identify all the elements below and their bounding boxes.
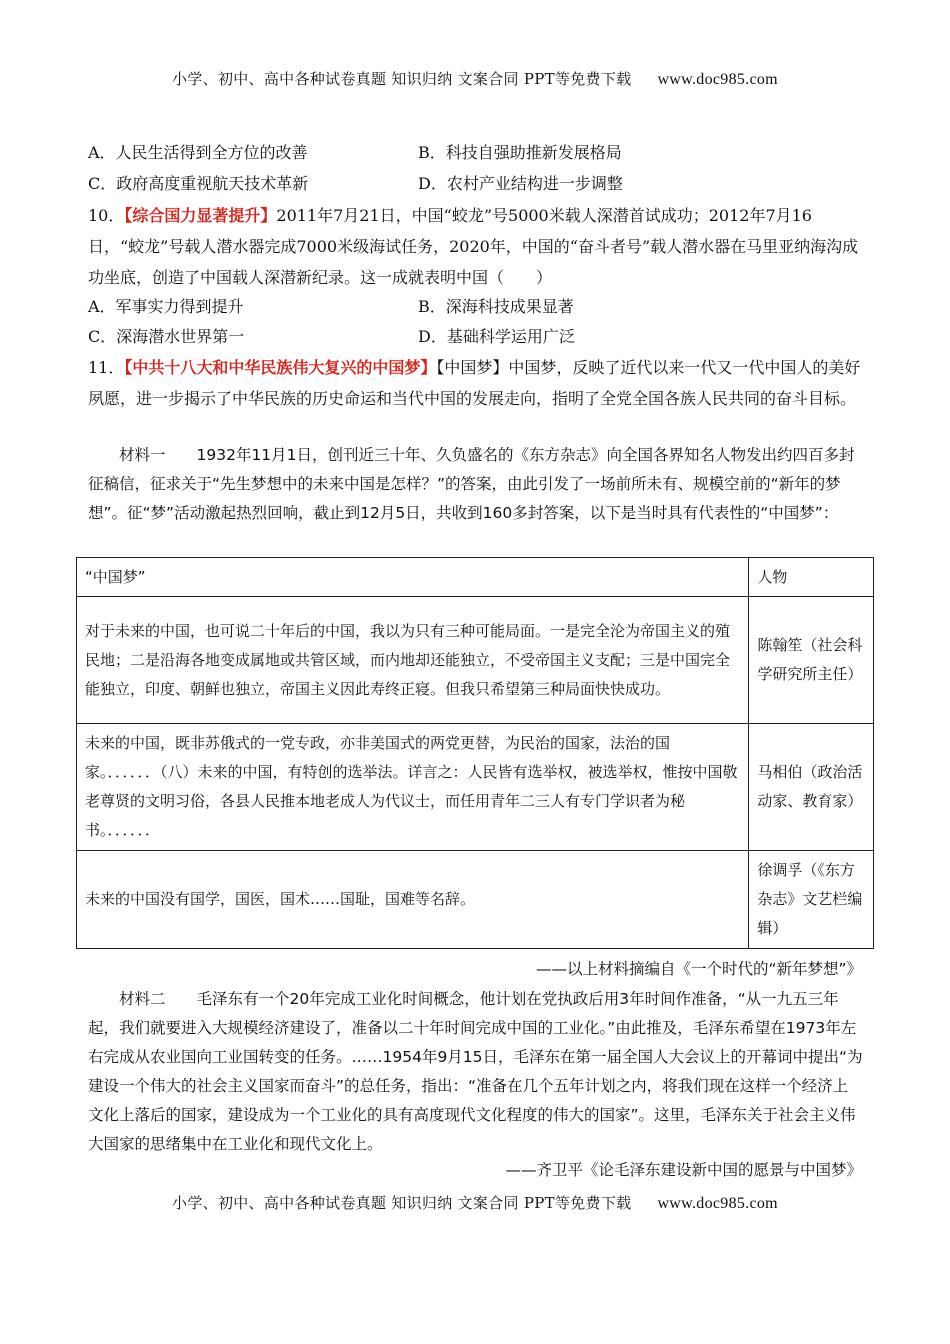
material-one: 材料一 1932年11月1日，创刊近三十年、久负盛名的《东方杂志》向全国各界知名人物发出约四百多封征稿信，征求关于“先生梦想中的未来中国是怎样？”的答案，由此引发了一场前所未有、规模空前的“新年的梦想”。征“梦”活动激起热烈回响，截止到12月5日，共收到160多封答案，以下是当时具有代表性的“中国梦”： <box>88 446 855 522</box>
q11-stem <box>88 352 863 414</box>
table-cell-person: 徐调孚（《东方杂志》文艺栏编辑） <box>749 851 874 949</box>
table-header-row <box>77 558 874 597</box>
q11-text: 【中国梦】中国梦，反映了近代以来一代又一代中国人的美好夙愿，进一步揭示了中华民族的历史命运和当代中国的发展走向，指明了全党全国各族人民共同的奋斗目标。 <box>88 358 861 408</box>
q10-text: 2011年7月21日，中国“蛟龙”号5000米载人深潜首试成功；2012年7月16日，“蛟龙”号载人潜水器完成7000米级海试任务，2020年，中国的“奋斗者号”载人潜水器在马里亚纳海沟成功坐底，创造了中国载人深潜新纪录。这一成就表明中国（ ） <box>88 206 859 287</box>
q9-option-d: D．农村产业结构进一步调整 <box>418 174 623 193</box>
table-cell-dream: 对于未来的中国，也可说二十年后的中国，我以为只有三种可能局面。一是完全沦为帝国主义的殖民地；二是沿海各地变成属地或共管区域，而内地却还能独立，不受帝国主义支配；三是中国完全能独立，印度、朝鲜也独立，帝国主义因此寿终正寝。但我只希望第三种局面快快成功。 <box>77 597 749 724</box>
page-footer <box>0 1192 950 1213</box>
q11-number: 11． <box>88 358 125 377</box>
q10-option-c: C．深海潜水世界第一 <box>88 327 245 346</box>
footer-url[interactable]: www.doc985.com <box>657 1195 778 1212</box>
table-cell-person: 马相伯（政治活动家、教育家） <box>749 724 874 851</box>
q10-topic-tag: 【综合国力显著提升】 <box>124 206 277 225</box>
material-one-source: ——以上材料摘编自《一个时代的“新年梦想”》 <box>535 960 862 978</box>
table-cell-dream: 未来的中国没有国学，国医，国术……国耻，国难等名辞。 <box>77 851 749 949</box>
table-row <box>77 851 874 949</box>
table-header-dream: “中国梦” <box>77 558 749 597</box>
q9-option-a: A．人民生活得到全方位的改善 <box>88 143 308 162</box>
table-row <box>77 724 874 851</box>
table-row <box>77 597 874 724</box>
q9-option-b: B．科技自强助推新发展格局 <box>418 143 622 162</box>
material-two-source: ——齐卫平《论毛泽东建设新中国的愿景与中国梦》 <box>505 1161 862 1179</box>
table-cell-person: 陈翰笙（社会科学研究所主任） <box>749 597 874 724</box>
q10-stem <box>88 200 863 293</box>
q10-option-d: D．基础科学运用广泛 <box>418 327 575 346</box>
chinese-dream-table <box>76 557 874 949</box>
page-header <box>0 68 950 89</box>
header-text: 小学、初中、高中各种试卷真题 知识归纳 文案合同 PPT等免费下载 <box>172 70 632 88</box>
q9-option-c: C．政府高度重视航天技术革新 <box>88 174 309 193</box>
q11-topic-tag: 【中共十八大和中华民族伟大复兴的中国梦】 <box>124 358 437 377</box>
footer-text: 小学、初中、高中各种试卷真题 知识归纳 文案合同 PPT等免费下载 <box>172 1194 632 1212</box>
material-two: 材料二 毛泽东有一个20年完成工业化时间概念，他计划在党执政后用3年时间作准备，“从一九五三年起，我们就要进入大规模经济建设了，准备以二十年时间完成中国的工业化。”由此推及，毛泽东希望在1973年左右完成从农业国向工业国转变的任务。……1954年9月15日，毛泽东在第一届全国人大会议上的开幕词中提出“为建设一个伟大的社会主义国家而奋斗”的总任务，指出：“准备在几个五年计划之内，将我们现在这样一个经济上文化上落后的国家，建设成为一个工业化的具有高度现代文化程度的伟大的国家”。这里，毛泽东关于社会主义伟大国家的思绪集中在工业化和现代文化上。 <box>88 990 863 1153</box>
table-header-person: 人物 <box>749 558 874 597</box>
q10-option-a: A．军事实力得到提升 <box>88 297 244 316</box>
q10-option-b: B．深海科技成果显著 <box>418 297 574 316</box>
header-url[interactable]: www.doc985.com <box>657 71 778 88</box>
table-cell-dream: 未来的中国，既非苏俄式的一党专政，亦非美国式的两党更替，为民治的国家，法治的国家。．．．．．．（八）未来的中国，有特创的选举法。详言之：人民皆有选举权，被选举权，惟按中国敬老尊贤的文明习俗，各县人民推本地老成人为代议士，而任用青年二三人有专门学识者为秘书。．．．．．． <box>77 724 749 851</box>
q10-number: 10． <box>88 206 125 225</box>
